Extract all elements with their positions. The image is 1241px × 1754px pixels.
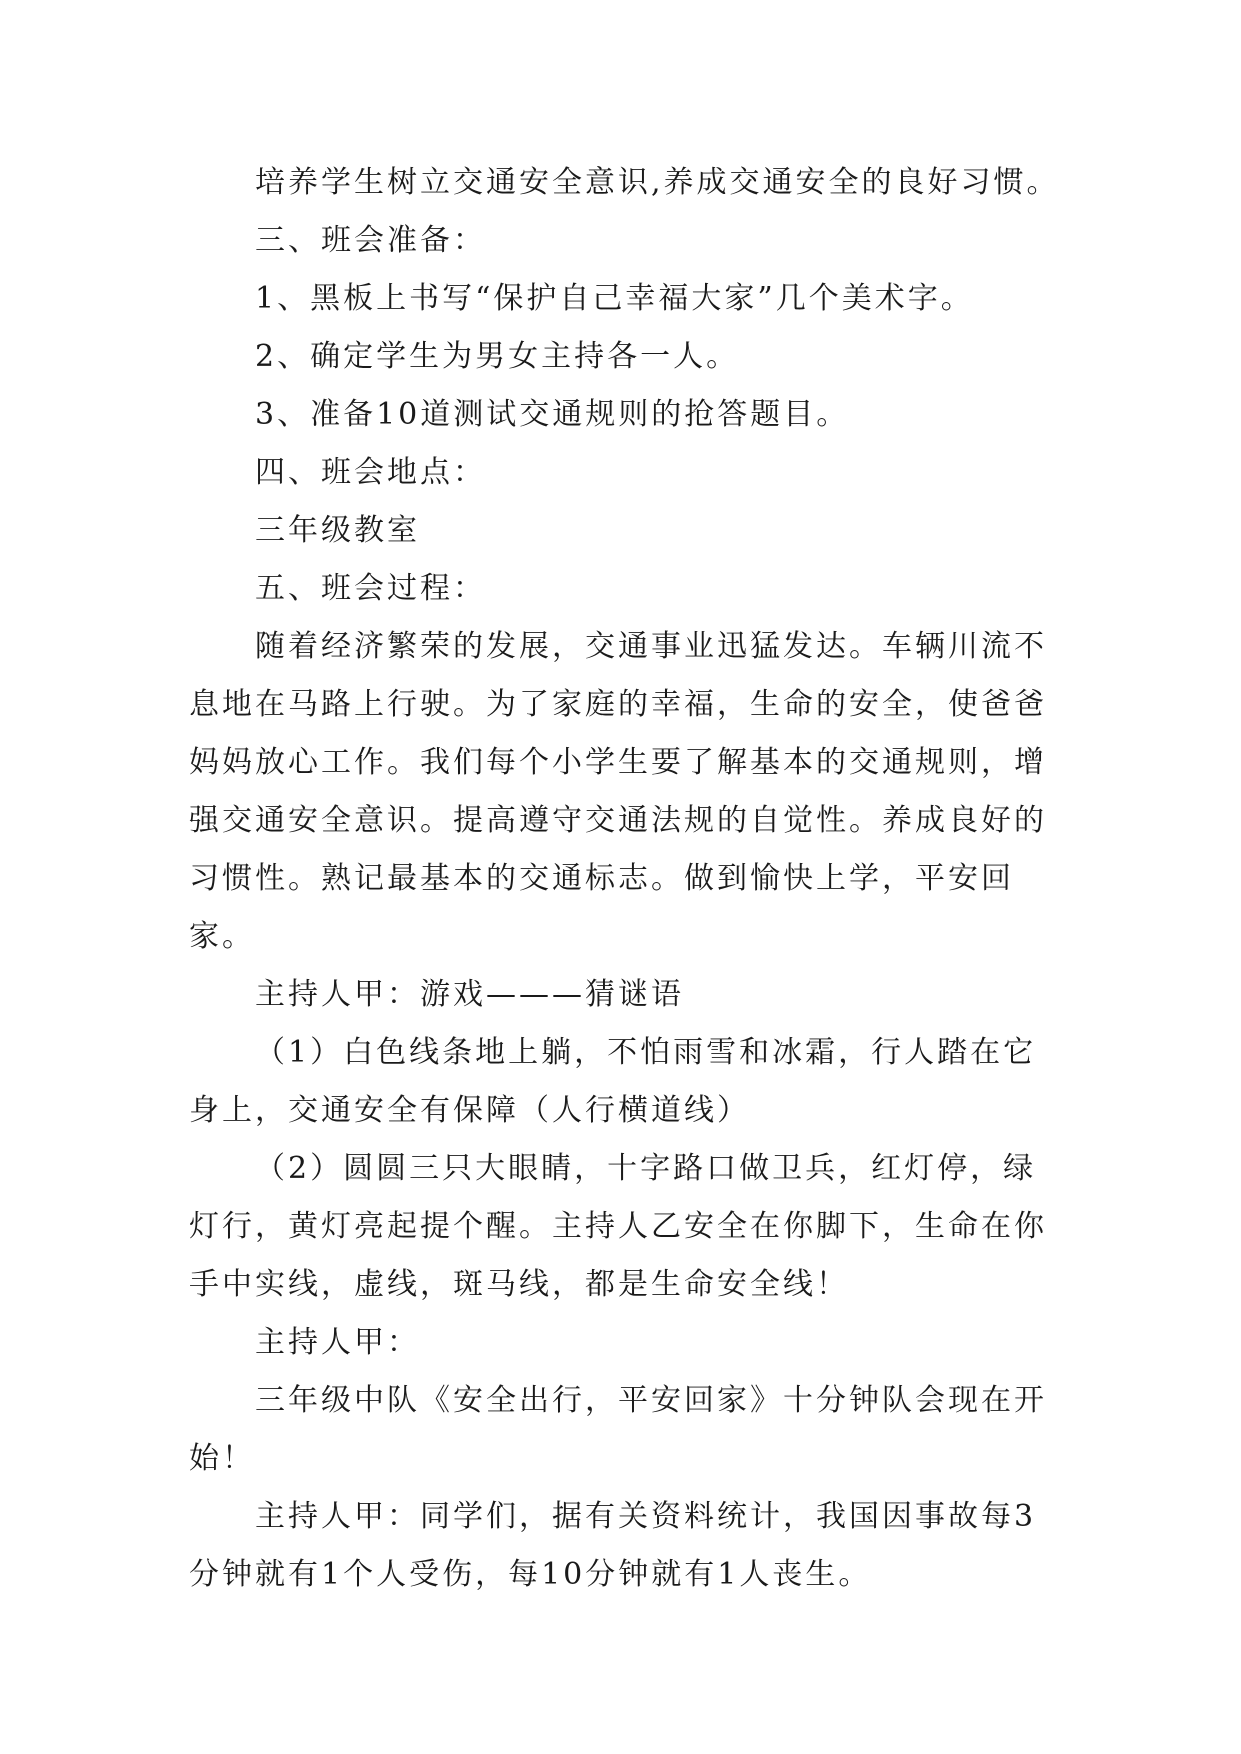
list-item: 3、准备10道测试交通规则的抢答题目。 (255, 397, 850, 432)
paragraph: 主持人甲： (255, 1325, 420, 1360)
paragraph: （2）圆圆三只大眼睛，十字路口做卫兵，红灯停，绿灯行，黄灯亮起提个醒。主持人乙安全在你脚下，生命在你手中实线，虚线，斑马线，都是生命安全线！ (189, 1151, 1047, 1302)
paragraph: 培养学生树立交通安全意识,养成交通安全的良好习惯。 (255, 165, 1060, 200)
paragraph: 三年级教室 (255, 513, 420, 548)
document-body (189, 154, 1069, 1604)
paragraph: 三年级中队《安全出行，平安回家》十分钟队会现在开始！ (189, 1383, 1047, 1476)
section-heading: 四、班会地点： (255, 455, 486, 490)
paragraph: 随着经济繁荣的发展，交通事业迅猛发达。车辆川流不息地在马路上行驶。为了家庭的幸福，生命的安全，使爸爸妈妈放心工作。我们每个小学生要了解基本的交通规则，增强交通安全意识。提高遵守交通法规的自觉性。养成良好的习惯性。熟记最基本的交通标志。做到愉快上学，平安回家。 (189, 629, 1047, 954)
section-heading: 三、班会准备： (255, 223, 486, 258)
list-item: 1、黑板上书写“保护自己幸福大家”几个美术字。 (255, 281, 974, 316)
paragraph: （1）白色线条地上躺，不怕雨雪和冰霜，行人踏在它身上，交通安全有保障（人行横道线） (189, 1035, 1037, 1128)
paragraph: 主持人甲：游戏———猜谜语 (255, 977, 684, 1012)
list-item: 2、确定学生为男女主持各一人。 (255, 339, 740, 374)
section-heading: 五、班会过程： (255, 571, 486, 606)
paragraph: 主持人甲：同学们，据有关资料统计，我国因事故每3分钟就有1个人受伤，每10分钟就有1人丧生。 (189, 1499, 1037, 1592)
